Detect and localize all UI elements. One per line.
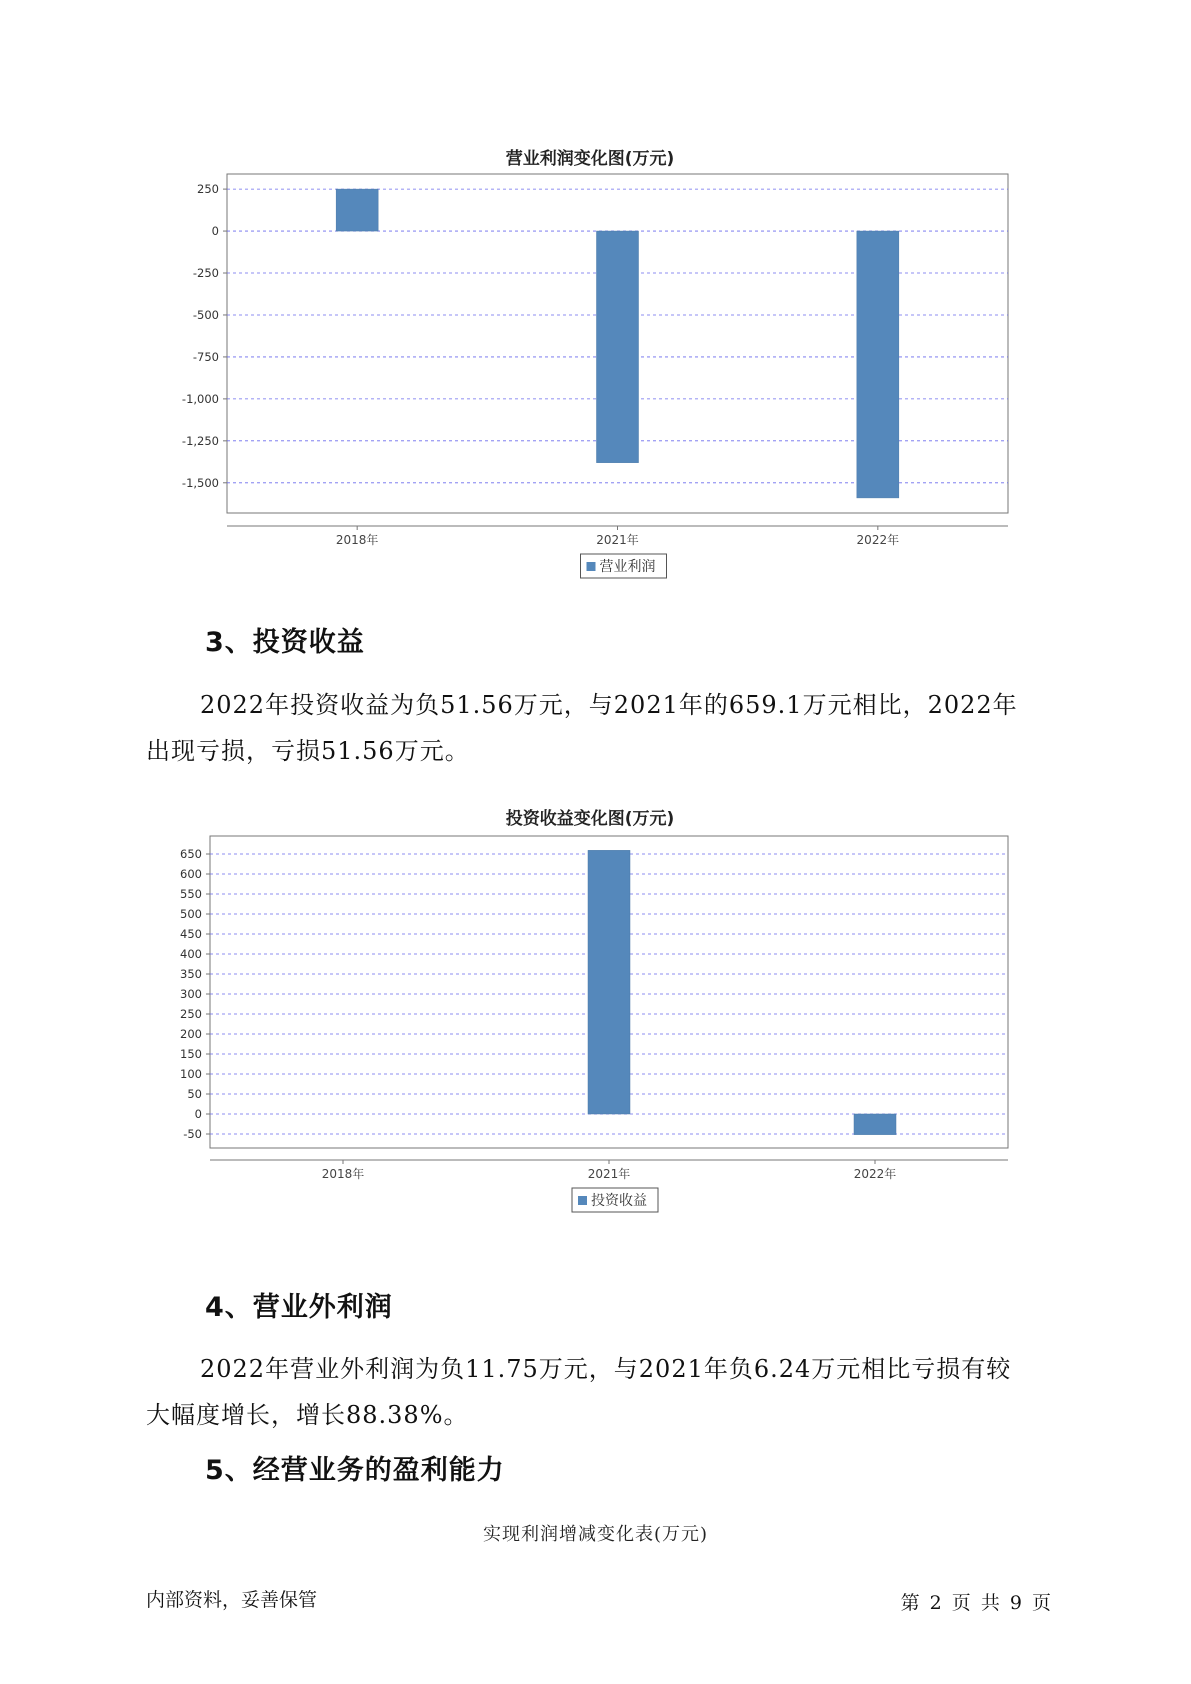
- y-tick-label: 0: [194, 1107, 202, 1121]
- footer-page-number: 第 2 页 共 9 页: [900, 1592, 1051, 1614]
- y-tick-label: -750: [192, 349, 219, 364]
- bar: [857, 231, 899, 498]
- table-caption: 实现利润增减变化表(万元): [482, 1524, 709, 1545]
- y-tick-label: 650: [180, 847, 202, 861]
- y-tick-label: 100: [180, 1067, 202, 1081]
- chart-svg: [150, 832, 1030, 1242]
- x-tick-label: 2018年: [321, 1167, 365, 1181]
- y-tick-label: 200: [180, 1027, 202, 1041]
- bar: [336, 189, 378, 231]
- y-tick-label: 250: [180, 1007, 202, 1021]
- y-tick-label: -50: [183, 1127, 202, 1141]
- section-heading-profitability: 5、经营业务的盈利能力: [205, 1455, 505, 1486]
- x-tick-label: 2022年: [853, 1167, 897, 1181]
- bar: [597, 231, 639, 463]
- legend-label: 投资收益: [591, 1193, 647, 1209]
- bar: [854, 1114, 896, 1135]
- non-operating-paragraph: [146, 1346, 1066, 1438]
- y-tick-label: 550: [180, 887, 202, 901]
- y-tick-label: 450: [180, 927, 202, 941]
- y-tick-label: 50: [187, 1087, 202, 1101]
- y-tick-label: -250: [192, 266, 219, 281]
- y-tick-label: -1,250: [181, 433, 219, 448]
- y-tick-label: 600: [180, 867, 202, 881]
- y-tick-label: -1,500: [181, 475, 219, 490]
- y-tick-label: 250: [197, 182, 219, 197]
- y-tick-label: 150: [180, 1047, 202, 1061]
- y-tick-label: -1,000: [181, 391, 219, 406]
- operating-profit-chart: [150, 140, 1030, 580]
- section-heading-investment: 3、投资收益: [205, 627, 365, 658]
- investment-income-chart: [150, 800, 1030, 1240]
- paragraph-line: 2022年营业外利润为负11.75万元，与2021年负6.24万元相比亏损有较: [200, 1355, 1012, 1383]
- chart-title: 营业利润变化图(万元): [505, 149, 675, 169]
- legend-swatch: [587, 562, 596, 571]
- legend-label: 营业利润: [599, 559, 656, 575]
- y-tick-label: 350: [180, 967, 202, 981]
- y-tick-label: 400: [180, 947, 202, 961]
- chart-title: 投资收益变化图(万元): [505, 809, 675, 829]
- paragraph-line: 出现亏损，亏损51.56万元。: [146, 737, 470, 765]
- paragraph-line: 大幅度增长，增长88.38%。: [146, 1401, 469, 1429]
- footer-confidential-note: 内部资料，妥善保管: [146, 1589, 318, 1611]
- x-tick-label: 2018年: [335, 533, 379, 547]
- x-tick-label: 2022年: [856, 533, 900, 547]
- y-tick-label: 500: [180, 907, 202, 921]
- bar: [588, 850, 630, 1114]
- y-tick-label: 300: [180, 987, 202, 1001]
- chart-svg: [150, 170, 1030, 590]
- y-tick-label: 0: [211, 224, 219, 239]
- investment-paragraph: [146, 682, 1066, 774]
- paragraph-line: 2022年投资收益为负51.56万元，与2021年的659.1万元相比，2022年: [200, 691, 1018, 719]
- x-tick-label: 2021年: [587, 1167, 631, 1181]
- y-tick-label: -500: [192, 307, 219, 322]
- legend-swatch: [578, 1196, 587, 1205]
- x-tick-label: 2021年: [596, 533, 639, 547]
- section-heading-non-operating: 4、营业外利润: [205, 1292, 393, 1323]
